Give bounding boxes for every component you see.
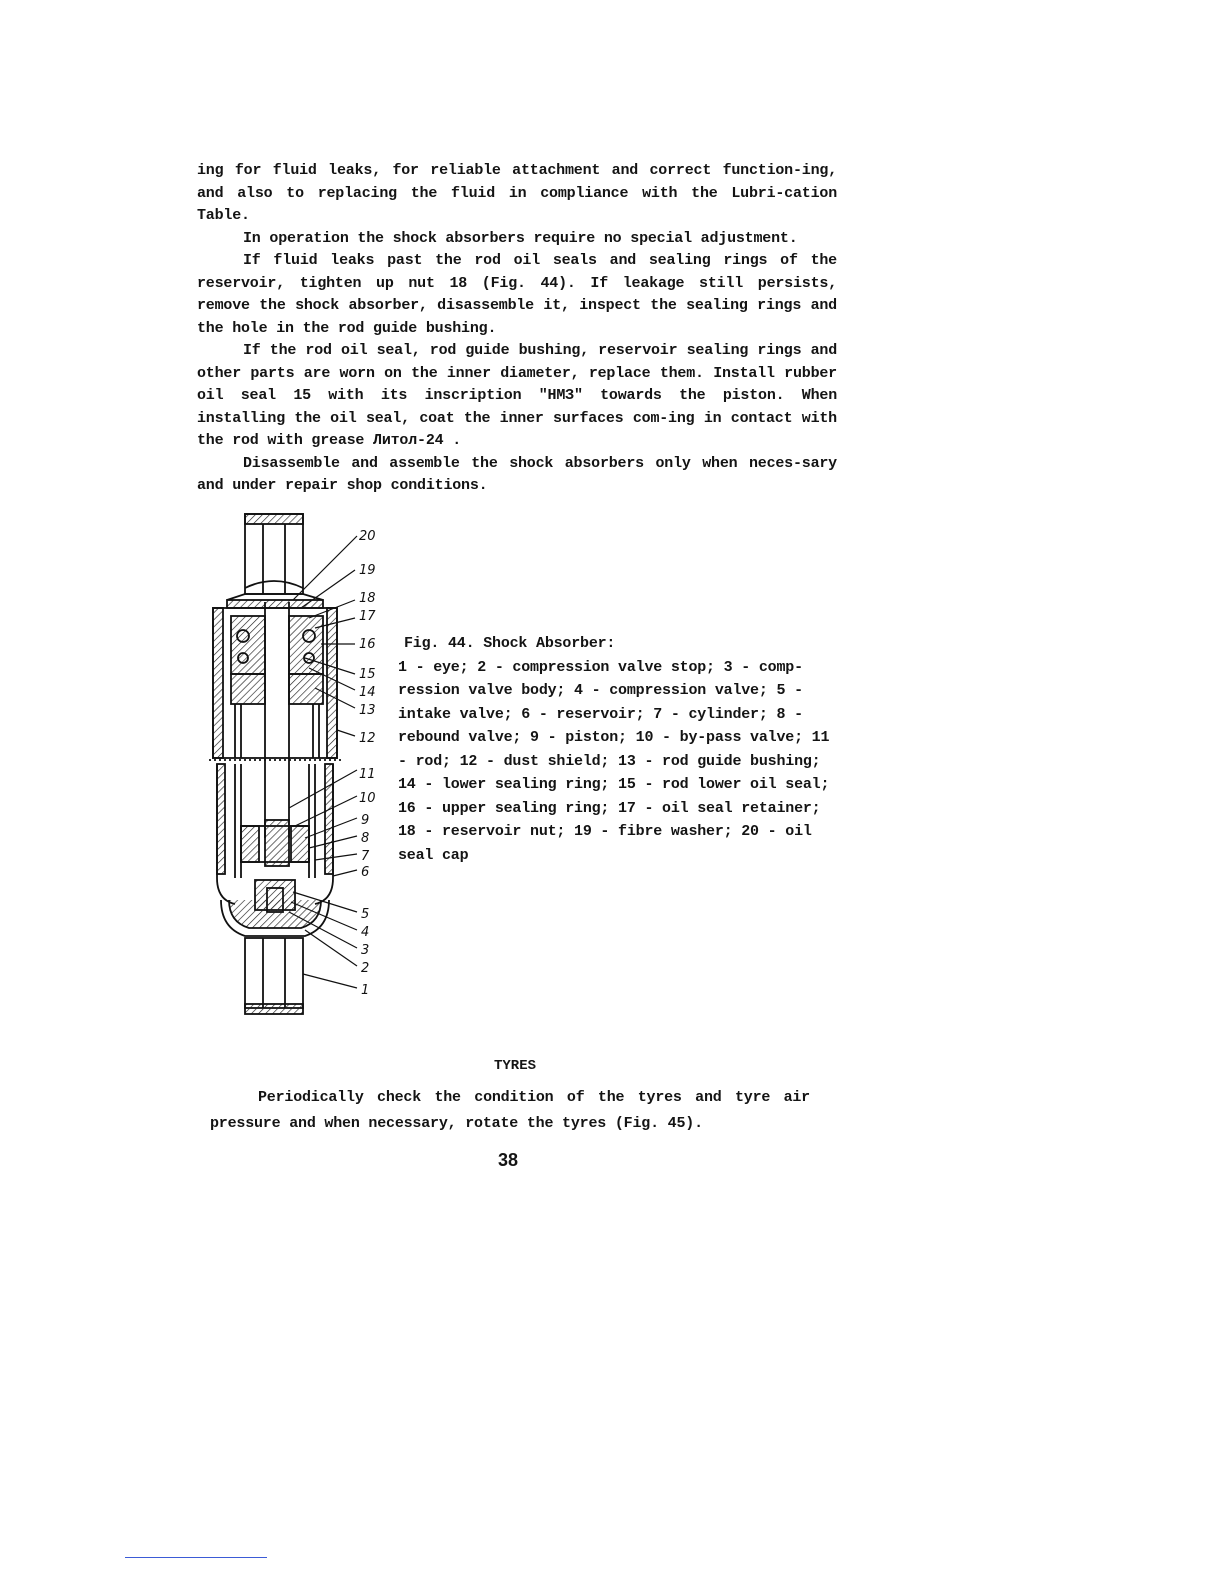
figure-title: Fig. 44. Shock Absorber: xyxy=(404,635,616,652)
callout-13: 13 xyxy=(359,703,376,718)
callout-18: 18 xyxy=(359,591,376,606)
callout-6: 6 xyxy=(361,865,370,880)
callout-3: 3 xyxy=(361,943,370,958)
figure-legend: 1 - eye; 2 - compression valve stop; 3 - comp-ression valve body; 4 - compression valve; 5 - intake valve; 6 - reservoir; 7 - cylinder; 8 - rebound valve; 9 - piston; 10 - by-pass valve; 11 - rod; 12 - dust shield; 13 - rod guide bushing; 14 - lower sealing ring; 15 - rod lower oil seal; 16 - upper sealing ring; 17 - oil seal retainer; 18 - reservoir nut; 19 - fibre washer; 20 - oil seal cap xyxy=(398,658,830,864)
shock-absorber-drawing xyxy=(205,508,405,1020)
callout-19: 19 xyxy=(359,563,376,578)
lower-eye-tube xyxy=(245,938,303,1008)
callout-2: 2 xyxy=(361,961,370,976)
seal-pack-right xyxy=(289,616,323,674)
tyres-paragraph-text: Periodically check the condition of the tyres and tyre air pressure and when necessary, rotate the tyres (Fig. 45). xyxy=(210,1089,810,1132)
callout-15: 15 xyxy=(359,667,376,682)
footnote-divider xyxy=(125,1557,267,1558)
callout-7: 7 xyxy=(361,849,370,864)
callout-11: 11 xyxy=(359,767,376,782)
paragraph-worn-parts: If the rod oil seal, rod guide bushing, reservoir sealing rings and other parts are worn on the inner diameter, replace them. Install rubber oil seal 15 with its inscription "НМЗ" towards the piston. When installing the oil seal, coat the inner surfaces com-ing in contact with the rod with grease Литол-24 . xyxy=(197,342,837,449)
callout-1: 1 xyxy=(361,983,370,998)
callout-14: 14 xyxy=(359,685,376,700)
body-text xyxy=(197,160,837,498)
callout-4: 4 xyxy=(361,925,370,940)
callout-20: 20 xyxy=(359,529,376,544)
callout-9: 9 xyxy=(361,813,370,828)
callout-12: 12 xyxy=(359,731,376,746)
callout-8: 8 xyxy=(361,831,370,846)
seal-pack-left xyxy=(231,616,265,674)
paragraph-continuation: ing for fluid leaks, for reliable attachment and correct function-ing, and also to replacing the fluid in compliance with the Lubri-cation Table. xyxy=(197,162,837,224)
upper-eye-tube xyxy=(245,514,303,594)
callout-17: 17 xyxy=(359,609,376,624)
paragraph-fluid-leaks: If fluid leaks past the rod oil seals and sealing rings of the reservoir, tighten up nut 18 (Fig. 44). If leakage still persists, remove the shock absorber, disassemble it, inspect the sealing rings and the hole in the rod guide bushing. xyxy=(197,252,837,337)
callout-10: 10 xyxy=(359,791,376,806)
paragraph-disassembly: Disassemble and assemble the shock absorbers only when neces-sary and under repair shop conditions. xyxy=(197,454,837,494)
paragraph-adjustment: In operation the shock absorbers require no special adjustment. xyxy=(243,229,798,247)
tyres-paragraph xyxy=(210,1085,810,1137)
section-heading-tyres: TYRES xyxy=(493,1058,536,1074)
oil-seal-cap xyxy=(227,600,323,608)
page-number: 38 xyxy=(497,1150,519,1170)
figure-caption xyxy=(398,632,830,867)
callout-16: 16 xyxy=(359,637,376,652)
callout-5: 5 xyxy=(361,907,370,922)
shock-absorber-diagram xyxy=(205,508,405,1020)
